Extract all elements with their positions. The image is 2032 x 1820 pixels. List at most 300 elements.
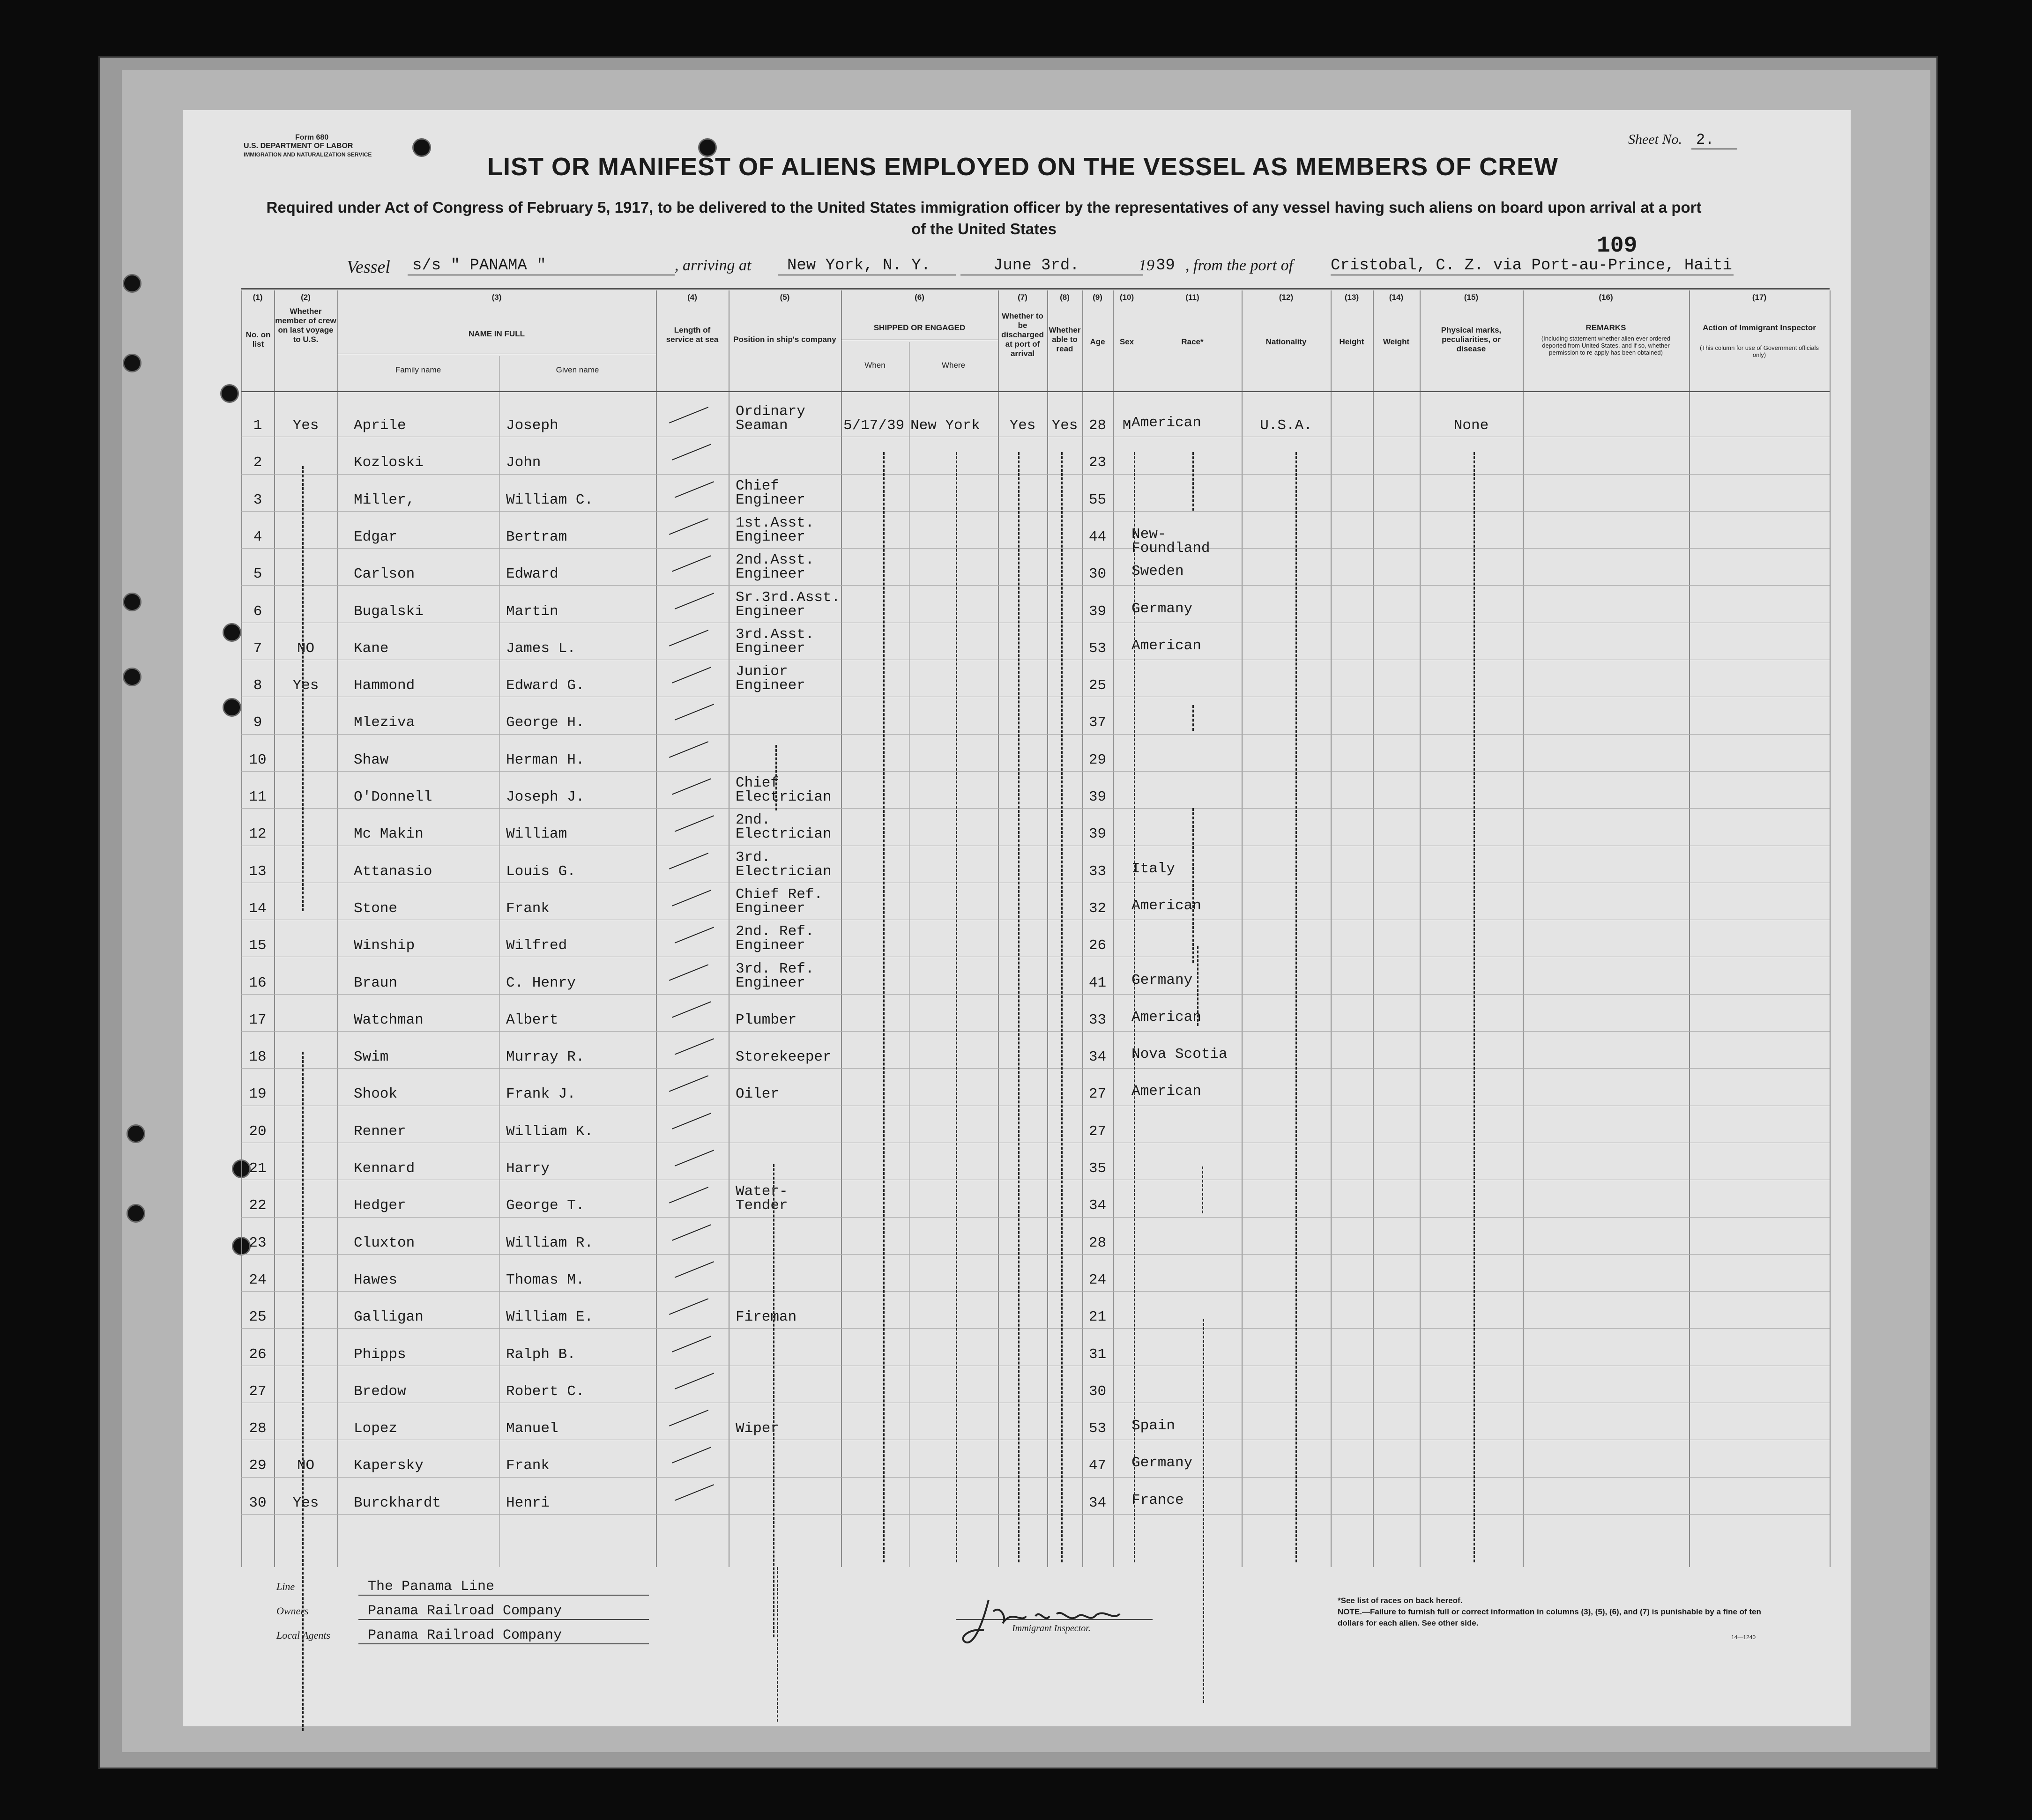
row-number: 13 — [249, 863, 267, 880]
col6-header: SHIPPED OR ENGAGED — [873, 323, 966, 332]
col16-header: REMARKS — [1585, 323, 1626, 332]
col16-subheader: (Including statement whether alien ever ordered deported from United States, and if so, whether permission to re-apply has been obtained) — [1541, 335, 1671, 356]
col17-header: Action of Immigrant Inspector — [1703, 323, 1816, 332]
age: 34 — [1088, 1197, 1107, 1214]
position: 1st.Asst. — [736, 514, 814, 531]
row-number: 14 — [249, 900, 267, 917]
given-name: Albert — [506, 1011, 558, 1028]
age: 39 — [1088, 603, 1107, 620]
given-name: Edward — [506, 566, 558, 583]
given-name: Robert C. — [506, 1383, 585, 1400]
service-tick-mark — [675, 927, 714, 943]
row-number: 28 — [249, 1420, 267, 1437]
row-number: 25 — [249, 1309, 267, 1326]
col12-number: (12) — [1279, 293, 1294, 302]
arrival-date: June 3rd. — [960, 257, 1143, 275]
service-tick-mark — [675, 593, 714, 609]
position: 2nd. — [736, 812, 771, 829]
agents-label: Local Agents — [276, 1629, 331, 1641]
family-name: Kapersky — [354, 1457, 424, 1474]
given-name: Frank — [506, 900, 550, 917]
table-row — [218, 438, 1834, 475]
age: 27 — [1088, 1086, 1107, 1103]
year-prefix: 19 — [1139, 257, 1154, 274]
family-name: Kennard — [354, 1160, 415, 1177]
age: 27 — [1088, 1123, 1107, 1140]
row-number: 6 — [253, 603, 262, 620]
family-name: Galligan — [354, 1309, 424, 1326]
race: Germany — [1131, 600, 1193, 617]
position: Engineer — [736, 640, 805, 657]
col8-number: (8) — [1060, 293, 1070, 302]
given-name: Manuel — [506, 1420, 558, 1437]
col9-header: Age — [1090, 337, 1105, 346]
table-row — [218, 1255, 1834, 1292]
ditto-line — [1202, 1166, 1203, 1213]
row-rule — [241, 548, 1830, 549]
family-name: Swim — [354, 1049, 389, 1066]
punch-hole — [123, 593, 141, 611]
given-name: William E. — [506, 1309, 594, 1326]
service-tick-mark — [669, 853, 708, 869]
sheet-value: 2. — [1691, 131, 1737, 149]
position: Wiper — [736, 1420, 780, 1437]
table-row — [218, 735, 1834, 772]
race: American — [1131, 1083, 1201, 1100]
age: 41 — [1088, 974, 1107, 991]
shipped-where: New York — [910, 417, 980, 434]
family-name: Mc Makin — [354, 826, 424, 843]
from-label: , from the port of — [1185, 257, 1294, 274]
table-row — [218, 475, 1834, 512]
row-rule — [241, 734, 1830, 735]
family-name: Winship — [354, 937, 415, 954]
form-number: Form 680 — [295, 134, 329, 141]
position: Electrician — [736, 789, 832, 805]
row-rule — [241, 808, 1830, 809]
given-name: Edward G. — [506, 677, 585, 694]
row-number: 16 — [249, 974, 267, 991]
row-number: 17 — [249, 1011, 267, 1028]
row-number: 1 — [253, 417, 262, 434]
age: 35 — [1088, 1160, 1107, 1177]
given-name: Louis G. — [506, 863, 576, 880]
row-number: 29 — [249, 1457, 267, 1474]
given-name: William K. — [506, 1123, 594, 1140]
family-name: Renner — [354, 1123, 406, 1140]
age: 39 — [1088, 789, 1107, 805]
shipped-when: 5/17/39 — [843, 417, 905, 434]
service-tick-mark — [669, 407, 708, 423]
age: 26 — [1088, 937, 1107, 954]
sex: M — [1122, 417, 1131, 434]
row-rule — [241, 771, 1830, 772]
service-tick-mark — [672, 1447, 711, 1464]
family-name: Shaw — [354, 751, 389, 768]
position: Sr.3rd.Asst. — [736, 589, 841, 606]
col14-header: Weight — [1383, 337, 1410, 346]
agents-value: Panama Railroad Company — [358, 1627, 649, 1644]
service-tick-mark — [675, 481, 714, 498]
given-name: Wilfred — [506, 937, 567, 954]
family-name: Phipps — [354, 1346, 406, 1363]
ditto-line — [1192, 452, 1194, 511]
row-number: 4 — [253, 528, 262, 545]
age: 23 — [1088, 454, 1107, 471]
service: IMMIGRATION AND NATURALIZATION SERVICE — [244, 151, 372, 158]
service-tick-mark — [672, 1113, 711, 1129]
age: 33 — [1088, 1011, 1107, 1028]
punch-hole — [123, 354, 141, 372]
position: Plumber — [736, 1011, 797, 1028]
previous-voyage: Yes — [292, 417, 319, 434]
row-number: 7 — [253, 640, 262, 657]
age: 32 — [1088, 900, 1107, 917]
family-name: Miller, — [354, 491, 415, 508]
owners-field — [276, 1603, 649, 1620]
family-name: Mleziva — [354, 714, 415, 731]
col5-number: (5) — [780, 293, 790, 302]
position: Engineer — [736, 937, 805, 954]
col14-number: (14) — [1389, 293, 1404, 302]
col12-header: Nationality — [1265, 337, 1307, 346]
form-header — [244, 134, 372, 159]
position: Engineer — [736, 603, 805, 620]
row-rule — [241, 585, 1830, 586]
ditto-line — [1018, 452, 1020, 1562]
position: Tender — [736, 1197, 788, 1214]
given-name: Martin — [506, 603, 558, 620]
agents-field — [276, 1627, 649, 1644]
given-name: George T. — [506, 1197, 585, 1214]
table-row — [218, 1218, 1834, 1255]
given-name: Frank J. — [506, 1086, 576, 1103]
arriving-port: New York, N. Y. — [778, 257, 956, 275]
col17-number: (17) — [1752, 293, 1767, 302]
owners-value: Panama Railroad Company — [358, 1603, 649, 1620]
col6b-header: Where — [941, 361, 966, 370]
race: American — [1131, 1009, 1201, 1025]
race: Germany — [1131, 972, 1193, 988]
punch-hole — [127, 1124, 145, 1143]
position: Engineer — [736, 528, 805, 545]
service-tick-mark — [675, 816, 714, 832]
col8-header: Whether able to read — [1049, 326, 1081, 353]
position: Chief — [736, 775, 780, 791]
position: Electrician — [736, 826, 832, 843]
row-rule — [241, 1254, 1830, 1255]
service-tick-mark — [669, 1076, 708, 1092]
row-number: 19 — [249, 1086, 267, 1103]
owners-label: Owners — [276, 1605, 309, 1617]
table-row — [218, 624, 1834, 661]
col3-number: (3) — [491, 293, 502, 302]
stamp-number: 109 — [1597, 233, 1638, 259]
col17-subheader: (This column for use of Government officials only) — [1699, 344, 1819, 358]
vessel-line — [347, 257, 1734, 280]
punch-hole — [412, 138, 431, 157]
given-name: Herman H. — [506, 751, 585, 768]
ditto-line — [1474, 452, 1475, 1562]
family-name: Kane — [354, 640, 389, 657]
age: 28 — [1088, 417, 1107, 434]
family-name: Bredow — [354, 1383, 406, 1400]
age: 55 — [1088, 491, 1107, 508]
row-number: 23 — [249, 1234, 267, 1251]
row-number: 18 — [249, 1049, 267, 1066]
table-row — [218, 995, 1834, 1032]
table-top-rule — [241, 288, 1830, 290]
col11-header: Race* — [1181, 337, 1204, 346]
family-name: Lopez — [354, 1420, 398, 1437]
nationality: U.S.A. — [1260, 417, 1312, 434]
table-row — [218, 549, 1834, 586]
department: U.S. DEPARTMENT OF LABOR — [244, 142, 353, 150]
row-number: 24 — [249, 1271, 267, 1288]
col7-header: Whether to be discharged at port of arrival — [1001, 312, 1044, 358]
service-tick-mark — [672, 444, 711, 461]
crew-table — [218, 288, 1834, 1569]
family-name: Hedger — [354, 1197, 406, 1214]
race: American — [1131, 415, 1201, 431]
race: France — [1131, 1492, 1184, 1508]
row-number: 10 — [249, 751, 267, 768]
ditto-line — [883, 452, 885, 1562]
given-name: William — [506, 826, 567, 843]
previous-voyage: Yes — [292, 677, 319, 694]
penalty-note: NOTE.—Failure to furnish full or correct information in columns (3), (5), (6), and (7) is punishable by a fine of ten dollars for each alien. See other side. — [1338, 1607, 1761, 1627]
table-row — [218, 1292, 1834, 1329]
ditto-line — [1203, 1319, 1204, 1703]
age: 29 — [1088, 751, 1107, 768]
vessel-name: s/s " PANAMA " — [408, 257, 675, 275]
given-name: John — [506, 454, 541, 471]
service-tick-mark — [675, 1150, 714, 1166]
col13-header: Height — [1339, 337, 1364, 346]
arriving-label: , arriving at — [675, 257, 752, 274]
row-number: 12 — [249, 826, 267, 843]
table-row — [218, 921, 1834, 958]
table-row — [218, 847, 1834, 884]
row-rule — [241, 1514, 1830, 1515]
ditto-line — [1061, 452, 1063, 1562]
given-name: Ralph B. — [506, 1346, 576, 1363]
table-row — [218, 1441, 1834, 1478]
table-row — [218, 958, 1834, 995]
service-tick-mark — [672, 1336, 711, 1352]
col10-header: Sex — [1119, 337, 1134, 346]
service-tick-mark — [675, 1484, 714, 1501]
row-number: 26 — [249, 1346, 267, 1363]
service-tick-mark — [675, 704, 714, 721]
row-number: 11 — [249, 789, 267, 805]
given-name: Murray R. — [506, 1049, 585, 1066]
race: American — [1131, 897, 1201, 914]
line-label: Line — [276, 1581, 295, 1592]
position: Engineer — [736, 677, 805, 694]
family-name: Hawes — [354, 1271, 398, 1288]
col13-number: (13) — [1344, 293, 1359, 302]
row-number: 15 — [249, 937, 267, 954]
service-tick-mark — [675, 1038, 714, 1055]
table-row — [218, 1069, 1834, 1106]
row-rule — [241, 511, 1830, 512]
row-number: 22 — [249, 1197, 267, 1214]
col15-header: Physical marks, peculiarities, or disease — [1441, 326, 1502, 353]
row-rule — [241, 1328, 1830, 1329]
race: Nova Scotia — [1131, 1046, 1228, 1063]
age: 30 — [1088, 566, 1107, 583]
service-tick-mark — [669, 741, 708, 758]
position: 3rd.Asst. — [736, 626, 814, 643]
ditto-line — [775, 745, 777, 810]
age: 44 — [1088, 528, 1107, 545]
row-number: 30 — [249, 1494, 267, 1511]
previous-voyage: Yes — [292, 1494, 319, 1511]
position: 3rd. Ref. — [736, 960, 814, 977]
race: Foundland — [1131, 540, 1210, 557]
age: 25 — [1088, 677, 1107, 694]
age: 39 — [1088, 826, 1107, 843]
row-number: 5 — [253, 566, 262, 583]
service-tick-mark — [669, 518, 708, 535]
family-name: Aprile — [354, 417, 406, 434]
races-note: *See list of races on back hereof. — [1338, 1596, 1463, 1605]
age: 21 — [1088, 1309, 1107, 1326]
table-row — [218, 1032, 1834, 1069]
table-row — [218, 1367, 1834, 1404]
age: 34 — [1088, 1049, 1107, 1066]
col4-number: (4) — [687, 293, 697, 302]
given-name: Joseph — [506, 417, 558, 434]
col1-header: No. on list — [246, 330, 271, 349]
race: Italy — [1131, 860, 1176, 877]
family-name: Bugalski — [354, 603, 424, 620]
row-number: 21 — [249, 1160, 267, 1177]
row-number: 2 — [253, 454, 262, 471]
punch-hole — [123, 668, 141, 686]
page-title: LIST OR MANIFEST OF ALIENS EMPLOYED ON THE VESSEL AS MEMBERS OF CREW — [487, 153, 1559, 181]
punch-hole — [127, 1204, 145, 1223]
family-name: Edgar — [354, 528, 398, 545]
given-name: George H. — [506, 714, 585, 731]
row-rule — [241, 1477, 1830, 1478]
age: 53 — [1088, 1420, 1107, 1437]
position: Engineer — [736, 974, 805, 991]
position: Ordinary — [736, 403, 805, 420]
table-row — [218, 587, 1834, 624]
previous-voyage: NO — [297, 640, 315, 657]
sheet-number — [1628, 131, 1737, 149]
col3-header: NAME IN FULL — [469, 329, 525, 338]
table-row — [218, 661, 1834, 698]
col7-number: (7) — [1018, 293, 1027, 302]
row-rule — [241, 1217, 1830, 1218]
position: Water- — [736, 1183, 788, 1200]
table-row — [218, 1478, 1834, 1515]
given-name: William C. — [506, 491, 594, 508]
service-tick-mark — [672, 1001, 711, 1018]
given-name: William R. — [506, 1234, 594, 1251]
ditto-line — [302, 466, 304, 911]
age: 37 — [1088, 714, 1107, 731]
position: Chief Ref. — [736, 886, 823, 903]
family-name: O'Donnell — [354, 789, 432, 805]
table-row — [218, 1181, 1834, 1218]
row-number: 27 — [249, 1383, 267, 1400]
footnotes — [1338, 1595, 1783, 1629]
discharge: Yes — [1009, 417, 1036, 434]
position: Junior — [736, 663, 788, 680]
age: 34 — [1088, 1494, 1107, 1511]
row-rule — [241, 994, 1830, 995]
col2-header: Whether member of crew on last voyage to U.S. — [275, 307, 336, 344]
position: Engineer — [736, 900, 805, 917]
family-name: Watchman — [354, 1011, 424, 1028]
age: 24 — [1088, 1271, 1107, 1288]
table-row — [218, 1144, 1834, 1181]
row-rule — [241, 1031, 1830, 1032]
service-tick-mark — [669, 1187, 708, 1204]
col10-number: (10) — [1119, 293, 1134, 302]
position: 3rd. — [736, 849, 771, 866]
position: Engineer — [736, 491, 805, 508]
col1-number: (1) — [253, 293, 263, 302]
position: 2nd.Asst. — [736, 552, 814, 569]
col15-number: (15) — [1464, 293, 1479, 302]
position: Storekeeper — [736, 1049, 832, 1066]
position: Seaman — [736, 417, 788, 434]
service-tick-mark — [669, 1410, 708, 1426]
service-tick-mark — [672, 1224, 711, 1241]
family-name: Burckhardt — [354, 1494, 441, 1511]
position: Fireman — [736, 1309, 797, 1326]
family-name: Cluxton — [354, 1234, 415, 1251]
header-bottom-rule — [241, 391, 1830, 392]
table-row — [218, 512, 1834, 557]
family-name: Carlson — [354, 566, 415, 583]
given-name: Thomas M. — [506, 1271, 585, 1288]
physical-marks: None — [1453, 417, 1489, 434]
ditto-line — [1134, 452, 1135, 1562]
col6-number: (6) — [915, 293, 924, 302]
ditto-line — [956, 452, 957, 1562]
ditto-line — [1192, 808, 1194, 963]
sheet-label: Sheet No. — [1628, 132, 1682, 147]
race: New- — [1131, 526, 1167, 542]
row-number: 20 — [249, 1123, 267, 1140]
position: Engineer — [736, 566, 805, 583]
page-subtitle: Required under Act of Congress of February 5, 1917, to be delivered to the United States immigration officer by the representatives of any vessel having such aliens on board upon arrival at a port of the United States — [266, 199, 1702, 238]
race: Germany — [1131, 1455, 1193, 1471]
ditto-line — [1295, 452, 1297, 1562]
position: Electrician — [736, 863, 832, 880]
service-tick-mark — [672, 778, 711, 795]
row-number: 8 — [253, 677, 262, 694]
form-code: 14—1240 — [1731, 1634, 1756, 1641]
row-rule — [241, 1291, 1830, 1292]
age: 47 — [1088, 1457, 1107, 1474]
row-rule — [241, 1068, 1830, 1069]
row-number: 3 — [253, 491, 262, 508]
line-value: The Panama Line — [358, 1579, 649, 1596]
col3a-header: Family name — [395, 365, 441, 374]
service-tick-mark — [669, 630, 708, 646]
table-row — [218, 698, 1834, 735]
service-tick-mark — [672, 555, 711, 572]
ditto-line — [777, 1567, 778, 1722]
age: 33 — [1088, 863, 1107, 880]
